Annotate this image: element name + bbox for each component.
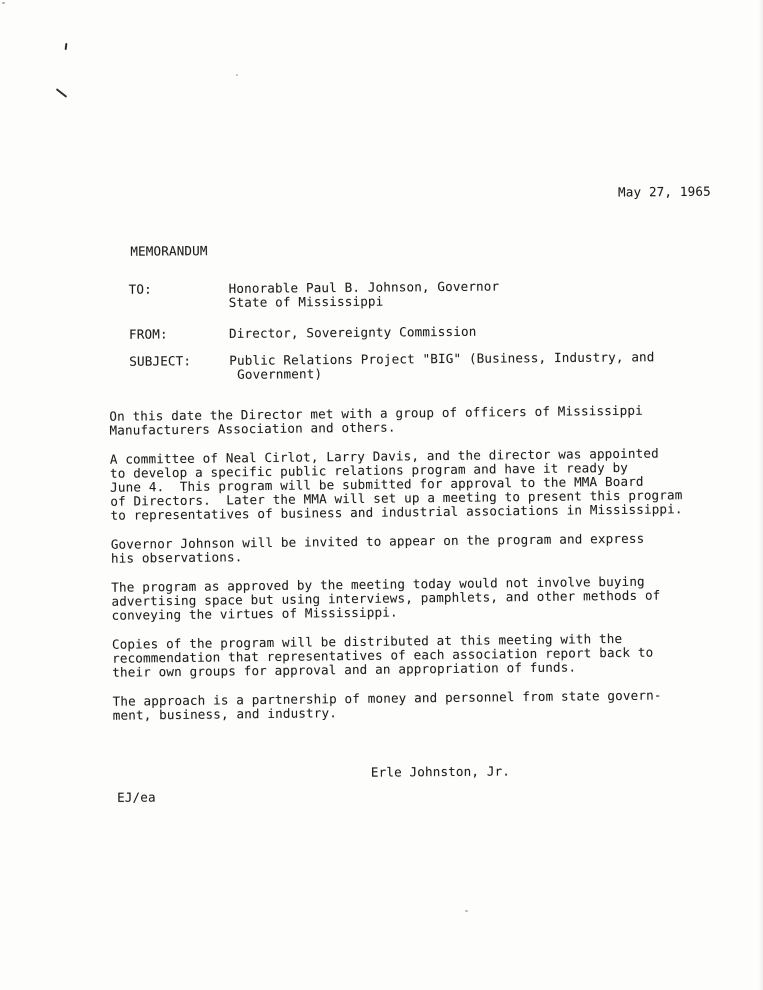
- paragraph-3: Governor Johnson will be invited to appear on the program and express his observations.: [110, 530, 645, 566]
- field-subject-value: Public Relations Project "BIG" (Business, Industry, and Government): [229, 349, 655, 382]
- memo-title: MEMORANDUM: [130, 243, 208, 259]
- field-row-subject: [129, 350, 714, 383]
- scan-dot-lower: [465, 910, 468, 912]
- field-from-label: FROM:: [128, 326, 168, 342]
- signature-name: Erle Johnston, Jr.: [370, 763, 511, 780]
- typist-initials: EJ/ea: [116, 789, 156, 805]
- paragraph-6: The approach is a partnership of money and personnel from state govern- ment, business, and industry.: [112, 687, 662, 723]
- field-row-to: [129, 278, 714, 311]
- field-from-value: Director, Sovereignty Commission: [228, 323, 477, 341]
- paragraph-5: Copies of the program will be distributed at this meeting with the recommendation that representatives of each association report back to their own groups for approval and an appropriation of funds.: [111, 630, 654, 680]
- paragraph-4: The program as approved by the meeting today would not involve buying advertising space but using interviews, pamphlets, and other methods of conveying the virtues of Mississippi.: [111, 573, 661, 623]
- paragraph-2: A committee of Neal Cirlot, Larry Davis, and the director was appointed to develop a specific public relations program and have it ready by June 4. This program will be submitted for approval to the MMA Board of Directors. Later the MMA will set up a meeting to present this program to representatives of business and industrial associations in Mississippi.: [109, 445, 683, 523]
- memo-header-fields: [129, 278, 715, 383]
- memo-date: May 27, 1965: [617, 183, 711, 200]
- field-to-value: Honorable Paul B. Johnson, Governor State of Mississippi: [228, 278, 500, 310]
- memo-body: [109, 403, 718, 723]
- paragraph-1: On this date the Director met with a group of officers of Mississippi Manufacturers Association and others.: [109, 402, 643, 438]
- field-to-label: TO:: [128, 281, 152, 297]
- field-row-from: [129, 323, 714, 342]
- field-subject-label: SUBJECT:: [129, 353, 192, 369]
